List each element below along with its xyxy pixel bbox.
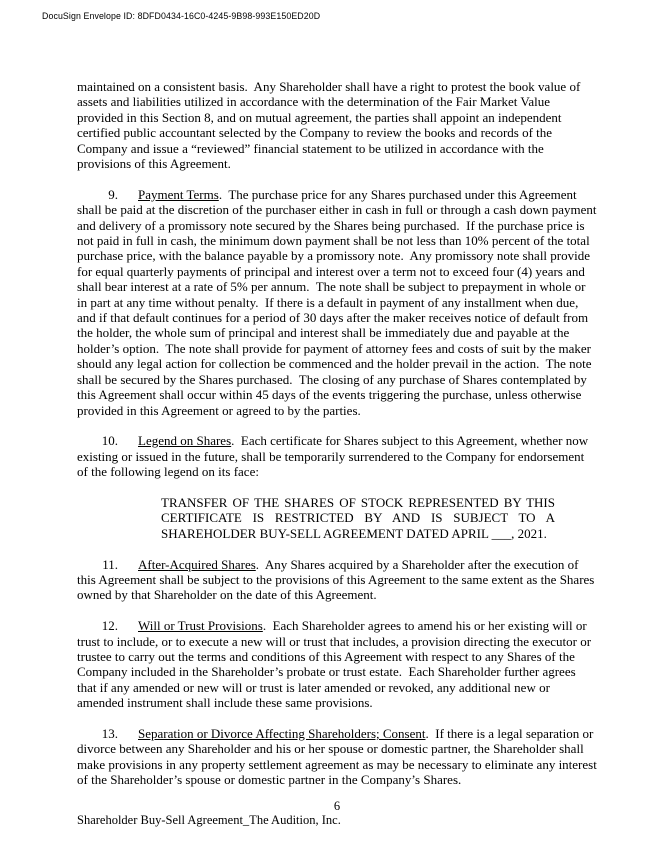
section-heading: Legend on Shares (138, 433, 232, 449)
section-number: 12. (101, 618, 118, 634)
section-number: 11. (102, 556, 118, 572)
section-body: . If there is a legal separation or divorce between any Shareholder and his or her spouse or domestic partner, the Shareholder shall make provisions in any property settlement agreement as may be necessary to eliminate any interest of the Shareholder’s spouse or domestic partner in the Company’s Shares. (77, 725, 601, 788)
section-number: 10. (101, 433, 118, 449)
section-number: 13. (101, 725, 118, 741)
section-body: . The purchase price for any Shares purchased under this Agreement shall be paid at the discretion of the purchaser either in cash in full or through a cash down payment and delivery of a promissory note secured by the Shares being purchased. If the purchase price is not paid in full in cash, the minimum down payment shall be not less than 10% percent of the total purchase price, with the balance payable by a promissory note. Any promissory note shall provide for equal quarterly payments of principal and interest over a term not to exceed four (4) years and shall bear interest at a rate of 5% per annum. The note shall be subject to prepayment in whole or in part at any time without penalty. If there is a default in payment of any installment when due, and if that default continues for a period of 30 days after the maker receives notice of default from the holder, the whole sum of principal and interest shall be immediately due and payable at the holder’s option. The note shall provide for payment of attorney fees and costs of suit by the maker should any legal action for collection be commenced and the holder prevail in the action. The note shall be secured by the Shares purchased. The closing of any purchase of Shares contemplated by this Agreement shall occur within 45 days of the events triggering the purchase, unless otherwise provided in this Agreement or agreed to by the parties. (77, 186, 600, 418)
section-heading: After-Acquired Shares (138, 556, 256, 572)
page-number: 6 (333, 799, 341, 813)
docusign-envelope-id: DocuSign Envelope ID: 8DFD0434-16C0-4245-9B98-993E150ED20D (42, 11, 321, 21)
stock-legend-block (161, 495, 555, 541)
section-body: . Each Shareholder agrees to amend his or her existing will or trust to include, or to execute a new will or trust that includes, a provision directing the executor or trustee to carry out the terms and conditions of this Agreement with respect to any Shares of the Company included in the Shareholder’s probate or trust estate. Each Shareholder further agrees that if any amended or new will or trust is later amended or revoked, any additional new or amended instrument shall include these same provisions. (77, 618, 595, 711)
section-12-will-or-trust-provisions (77, 618, 597, 710)
document-footer: Shareholder Buy-Sell Agreement_The Audition, Inc. (77, 813, 341, 827)
section-heading: Will or Trust Provisions (138, 618, 263, 634)
section-body: . Any Shares acquired by a Shareholder after the execution of this Agreement shall be subject to the provisions of this Agreement to the same extent as the Shares owned by that Shareholder on the date of this Agreement. (77, 556, 598, 603)
legend-line: TRANSFER OF THE SHARES OF STOCK REPRESENTED BY THIS (161, 494, 555, 510)
section-10-legend-on-shares (77, 433, 597, 479)
section-9-payment-terms (77, 186, 600, 418)
document-body (77, 79, 601, 803)
paragraph-continuation: maintained on a consistent basis. Any Shareholder shall have a right to protest the book value of assets and liabilities utilized in accordance with the determination of the Fair Market Value provided in this Section 8, and on mutual agreement, the parties shall appoint an independent certified public accountant selected by the Company to review the books and records of the Company and issue a “reviewed” financial statement to be utilized in accordance with the provisions of this Agreement. (77, 79, 584, 172)
legend-line: SHAREHOLDER BUY-SELL AGREEMENT DATED APRIL ___, 2021. (161, 525, 547, 541)
section-number: 9. (108, 186, 118, 202)
section-heading: Payment Terms (138, 186, 219, 202)
legend-line: CERTIFICATE IS RESTRICTED BY AND IS SUBJECT TO A (161, 510, 555, 526)
section-heading: Separation or Divorce Affecting Shareholders; Consent (138, 725, 426, 741)
section-11-after-acquired-shares (77, 557, 597, 603)
section-13-separation-or-divorce (77, 725, 601, 788)
section-body: . Each certificate for Shares subject to this Agreement, whether now existing or issued in the future, shall be temporarily surrendered to the Company for endorsement of the following legend on its face: (77, 433, 592, 480)
